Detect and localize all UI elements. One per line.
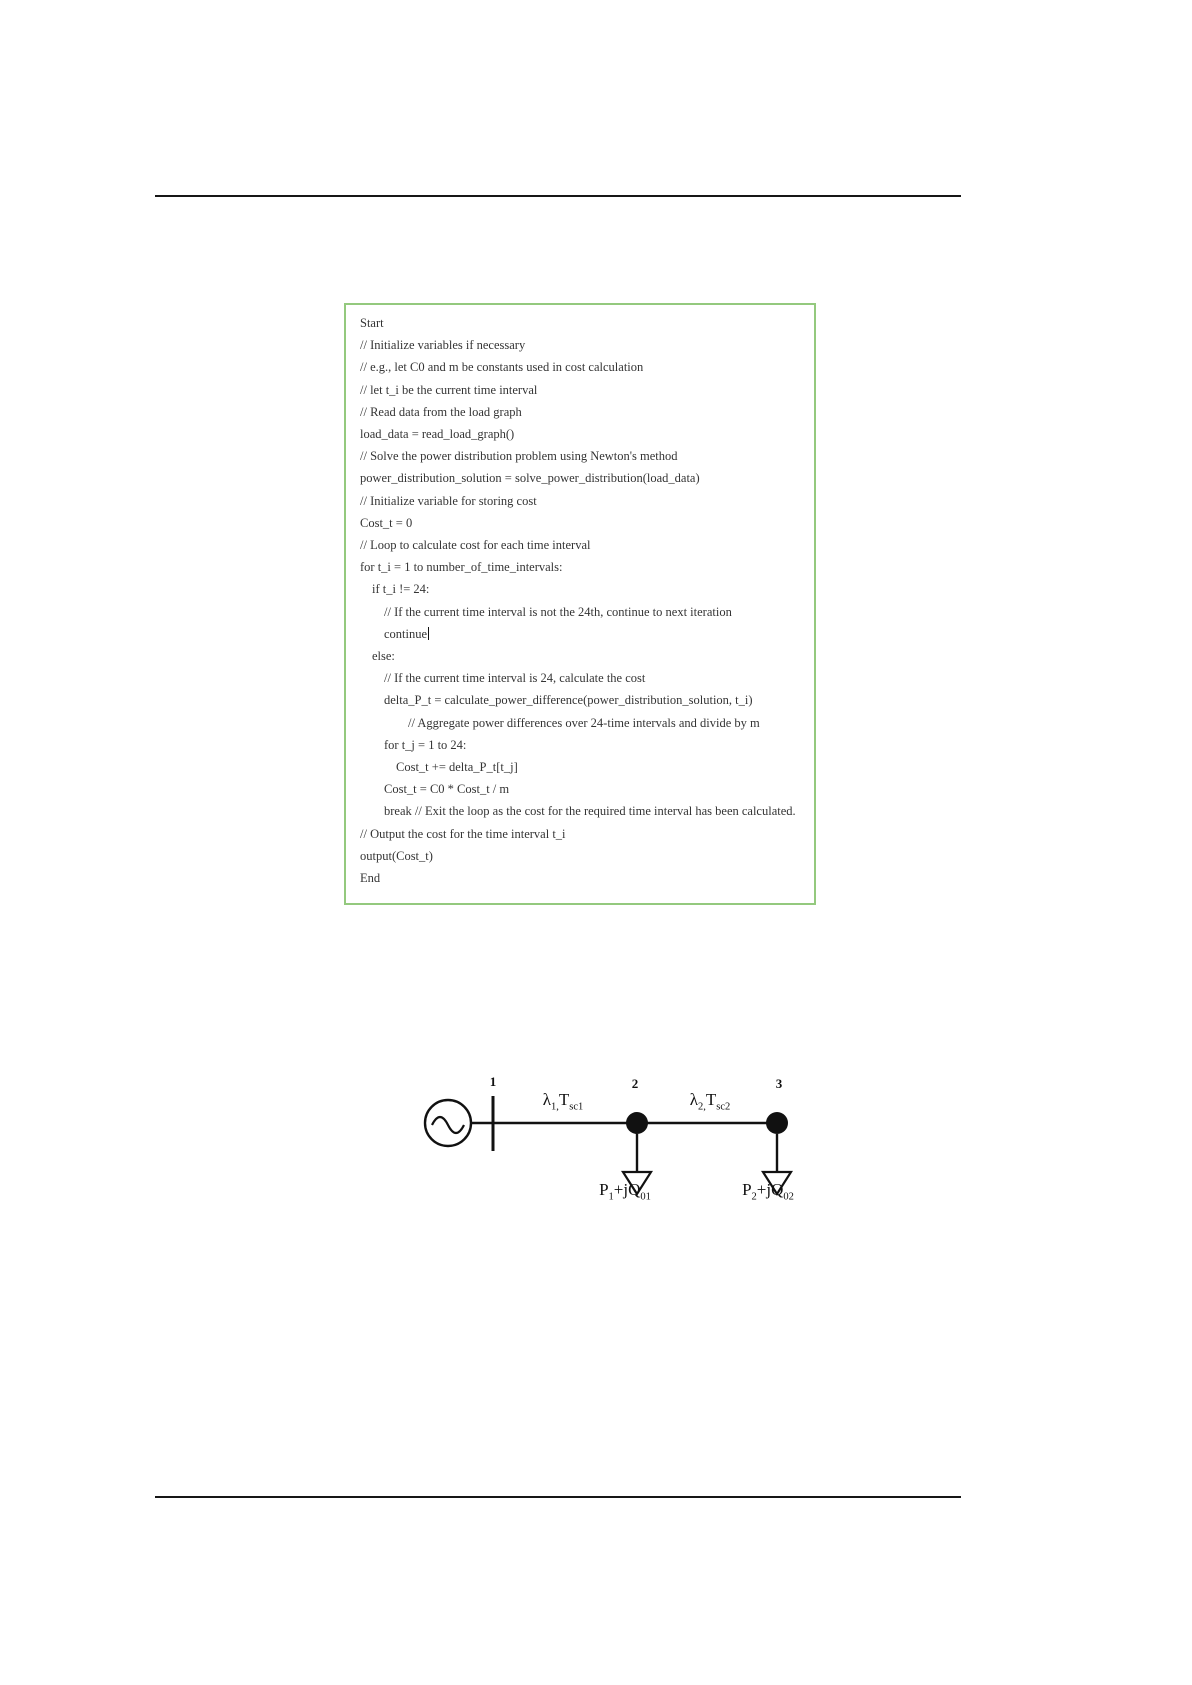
generator-icon xyxy=(425,1100,471,1146)
code-line: load_data = read_load_graph() xyxy=(360,427,515,442)
code-line: // Initialize variable for storing cost xyxy=(360,493,537,508)
code-line: // Initialize variables if necessary xyxy=(360,338,526,353)
code-line: // Solve the power distribution problem using Newton's method xyxy=(360,449,678,464)
code-line: Cost_t = C0 * Cost_t / m xyxy=(384,782,510,797)
top-rule xyxy=(155,195,961,197)
code-line: // let t_i be the current time interval xyxy=(360,382,538,397)
power-system-diagram xyxy=(380,1040,840,1240)
code-line: for t_i = 1 to number_of_time_intervals: xyxy=(360,560,563,575)
code-line: Cost_t = 0 xyxy=(360,515,413,530)
bus3-label: 3 xyxy=(775,1076,783,1091)
bus3-node xyxy=(766,1112,788,1134)
bottom-rule xyxy=(155,1496,961,1498)
text-caret xyxy=(428,627,429,640)
code-line: else: xyxy=(372,649,395,664)
code-line: End xyxy=(360,871,381,886)
bus2-label: 2 xyxy=(631,1076,639,1091)
bus1-label: 1 xyxy=(489,1074,497,1089)
line1-label: $\lambda_{1,}T_{sc1}$ xyxy=(542,1090,584,1113)
diagram-lineart xyxy=(380,1040,840,1240)
code-line: // Read data from the load graph xyxy=(360,404,522,419)
code-line: if t_i != 24: xyxy=(372,582,430,597)
code-line: delta_P_t = calculate_power_difference(power_distribution_solution, t_i) xyxy=(384,693,753,708)
code-line: // Loop to calculate cost for each time interval xyxy=(360,538,591,553)
code-line: // Aggregate power differences over 24-time intervals and divide by m xyxy=(408,715,760,730)
pseudocode-box[interactable] xyxy=(344,303,816,905)
code-line: // Output the cost for the time interval t_i xyxy=(360,826,566,841)
code-line: for t_j = 1 to 24: xyxy=(384,737,467,752)
code-line: continue xyxy=(384,626,428,641)
load1-label: $P_1+jQ_{01}$ xyxy=(599,1180,651,1203)
load2-label: $P_2+jQ_{02}$ xyxy=(742,1180,794,1203)
code-line: break // Exit the loop as the cost for the required time interval has been calculated. xyxy=(384,804,796,819)
bus2-node xyxy=(626,1112,648,1134)
line2-label: $\lambda_{2,}T_{sc2}$ xyxy=(689,1090,731,1113)
code-line: output(Cost_t) xyxy=(360,848,433,863)
code-line: Cost_t += delta_P_t[t_j] xyxy=(396,760,518,775)
code-line: power_distribution_solution = solve_power_distribution(load_data) xyxy=(360,471,700,486)
code-line: Start xyxy=(360,316,384,330)
code-line: // e.g., let C0 and m be constants used in cost calculation xyxy=(360,360,644,375)
code-line: // If the current time interval is 24, calculate the cost xyxy=(384,671,646,686)
code-line: // If the current time interval is not the 24th, continue to next iteration xyxy=(384,604,732,619)
